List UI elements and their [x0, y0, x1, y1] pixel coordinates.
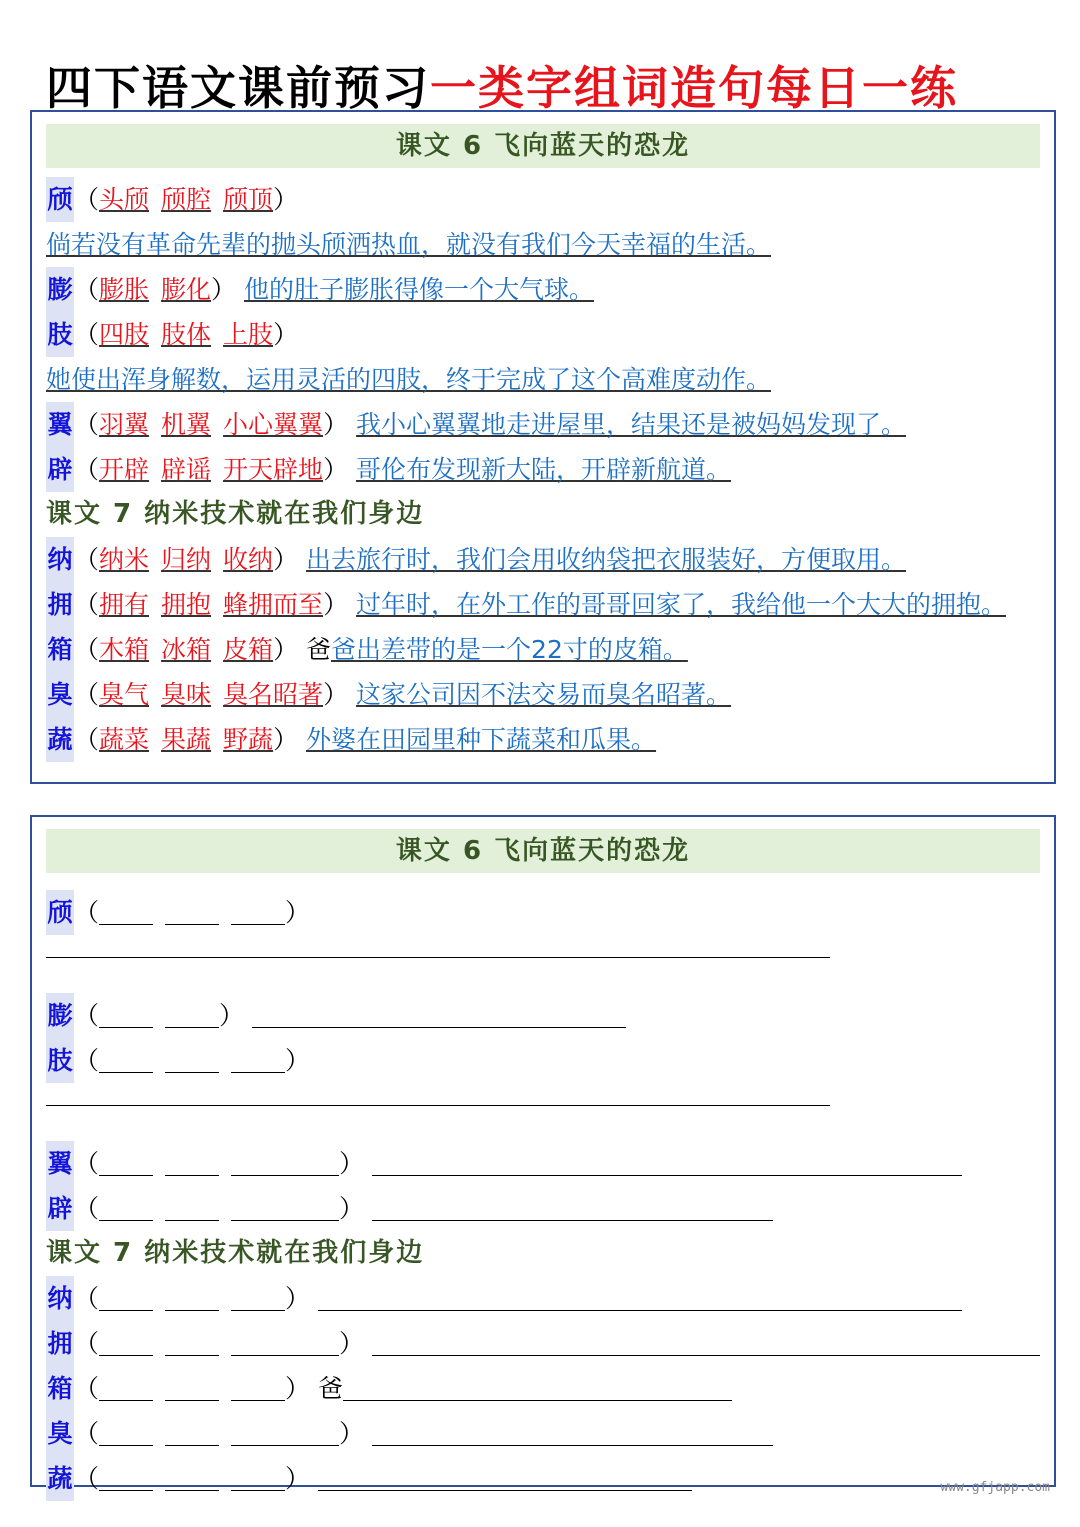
title-part2: 一类字组词造句每日一练	[430, 61, 958, 115]
sentence-blank[interactable]	[372, 1411, 773, 1446]
word-blank[interactable]	[165, 1366, 219, 1401]
word-row	[46, 1321, 1040, 1366]
word-row	[46, 1038, 310, 1083]
watermark: www.gfjapp.com	[940, 1480, 1050, 1495]
open-paren: （	[74, 320, 100, 349]
sentence-blank[interactable]	[372, 1141, 962, 1176]
open-paren: （	[74, 1001, 100, 1030]
spacer	[348, 410, 356, 439]
sentence-blank[interactable]	[372, 1186, 773, 1221]
close-paren: ）	[339, 1419, 365, 1448]
word: 颀腔	[161, 185, 212, 214]
word: 臭味	[161, 680, 212, 709]
target-char: 辟	[46, 447, 74, 492]
spacer	[364, 1419, 372, 1448]
word: 果蔬	[161, 725, 212, 754]
word-blank[interactable]	[231, 890, 285, 925]
title-part1: 四下语文课前预习	[46, 61, 430, 115]
sentence-row	[46, 357, 830, 402]
open-paren: （	[74, 1149, 100, 1178]
word: 颀顶	[223, 185, 274, 214]
sentence: 她使出浑身解数，运用灵活的四肢，终于完成了这个高难度动作。	[46, 365, 772, 394]
word: 野蔬	[223, 725, 274, 754]
sentence-prefix: 爸	[306, 635, 332, 664]
sentence-blank[interactable]	[46, 956, 830, 958]
word: 头颀	[99, 185, 150, 214]
sentence: 过年时，在外工作的哥哥回家了，我给他一个大大的拥抱。	[356, 590, 1007, 619]
word-blank[interactable]	[99, 1366, 153, 1401]
open-paren: （	[74, 635, 100, 664]
word: 四肢	[99, 320, 150, 349]
word-blank[interactable]	[165, 1321, 219, 1356]
word-row	[46, 267, 626, 312]
word: 拥抱	[161, 590, 212, 619]
word: 归纳	[161, 545, 212, 574]
open-paren: （	[74, 1329, 100, 1358]
target-char: 翼	[46, 402, 74, 447]
spacer	[298, 725, 306, 754]
word-blank[interactable]	[99, 993, 153, 1028]
word-row	[46, 312, 298, 357]
word: 皮箱	[223, 635, 274, 664]
word: 肢体	[161, 320, 212, 349]
target-char: 翼	[46, 1141, 74, 1186]
open-paren: （	[74, 410, 100, 439]
spacer	[310, 1284, 318, 1313]
word: 开天辟地	[223, 455, 324, 484]
sentence-blank[interactable]	[46, 1104, 830, 1106]
target-char: 膨	[46, 993, 74, 1038]
open-paren: （	[74, 185, 100, 214]
word-row	[46, 177, 298, 222]
word-row	[46, 1141, 962, 1186]
target-char: 肢	[46, 312, 74, 357]
target-char: 箱	[46, 627, 74, 672]
sentence: 我小心翼翼地走进屋里，结果还是被妈妈发现了。	[356, 410, 907, 439]
open-paren: （	[74, 545, 100, 574]
word-row	[46, 1186, 773, 1231]
target-char: 蔬	[46, 717, 74, 762]
word-row	[46, 1366, 732, 1411]
spacer	[236, 275, 244, 304]
close-paren: ）	[339, 1149, 365, 1178]
sentence-blank[interactable]	[372, 1321, 1040, 1356]
word-blank[interactable]	[165, 1186, 219, 1221]
open-paren: （	[74, 1464, 100, 1493]
close-paren: ）	[339, 1329, 365, 1358]
word-row	[46, 993, 626, 1038]
word-blank[interactable]	[99, 1321, 153, 1356]
page-title	[46, 52, 958, 118]
word-row	[46, 447, 773, 492]
word: 开辟	[99, 455, 150, 484]
word-blank[interactable]	[99, 1141, 153, 1176]
word: 蔬菜	[99, 725, 150, 754]
word: 拥有	[99, 590, 150, 619]
close-paren: ）	[273, 320, 299, 349]
spacer	[364, 1329, 372, 1358]
spacer	[298, 635, 306, 664]
word: 纳米	[99, 545, 150, 574]
sentence-blank[interactable]	[252, 993, 626, 1028]
word: 膨化	[161, 275, 212, 304]
close-paren: ）	[323, 590, 349, 619]
target-char: 颀	[46, 890, 74, 935]
target-char: 膨	[46, 267, 74, 312]
word-blank[interactable]	[165, 1276, 219, 1311]
word-blank[interactable]	[231, 1456, 285, 1491]
word-blank[interactable]	[231, 1411, 339, 1446]
target-char: 拥	[46, 1321, 74, 1366]
word-row	[46, 1276, 962, 1321]
close-paren: ）	[273, 635, 299, 664]
open-paren: （	[74, 680, 100, 709]
word-row	[46, 627, 732, 672]
word-row	[46, 890, 310, 935]
word-blank[interactable]	[231, 1366, 285, 1401]
word-blank[interactable]	[99, 1411, 153, 1446]
sentence-row	[46, 222, 830, 267]
word: 膨胀	[99, 275, 150, 304]
word-blank[interactable]	[231, 1186, 339, 1221]
sentence-prefix: 爸	[317, 1374, 343, 1403]
word: 臭气	[99, 680, 150, 709]
open-paren: （	[74, 275, 100, 304]
word: 小心翼翼	[223, 410, 324, 439]
sentence: 外婆在田园里种下蔬菜和瓜果。	[306, 725, 657, 754]
word: 收纳	[223, 545, 274, 574]
open-paren: （	[74, 898, 100, 927]
word-row	[46, 537, 962, 582]
close-paren: ）	[285, 1284, 311, 1313]
spacer	[348, 590, 356, 619]
word: 冰箱	[161, 635, 212, 664]
close-paren: ）	[273, 545, 299, 574]
spacer	[364, 1194, 372, 1223]
open-paren: （	[74, 1284, 100, 1313]
sentence: 倘若没有革命先辈的抛头颀洒热血，就没有我们今天幸福的生活。	[46, 230, 772, 259]
word: 蜂拥而至	[223, 590, 324, 619]
close-paren: ）	[323, 680, 349, 709]
close-paren: ）	[323, 410, 349, 439]
word-blank[interactable]	[99, 1276, 153, 1311]
word-row	[46, 717, 692, 762]
word: 上肢	[223, 320, 274, 349]
lesson-header: 课文 6 飞向蓝天的恐龙	[46, 124, 1040, 168]
target-char: 箱	[46, 1366, 74, 1411]
word: 羽翼	[99, 410, 150, 439]
close-paren: ）	[285, 1464, 311, 1493]
word-blank[interactable]	[99, 1038, 153, 1073]
close-paren: ）	[211, 275, 237, 304]
word-blank[interactable]	[165, 1038, 219, 1073]
sentence: 他的肚子膨胀得像一个大气球。	[244, 275, 595, 304]
sentence-blank[interactable]	[318, 1276, 962, 1311]
word-blank[interactable]	[99, 890, 153, 925]
word-blank[interactable]	[231, 1321, 339, 1356]
target-char: 拥	[46, 582, 74, 627]
lesson-header: 课文 6 飞向蓝天的恐龙	[46, 829, 1040, 873]
close-paren: ）	[323, 455, 349, 484]
word-row	[46, 672, 773, 717]
target-char: 颀	[46, 177, 74, 222]
spacer	[244, 1001, 252, 1030]
target-char: 肢	[46, 1038, 74, 1083]
open-paren: （	[74, 1194, 100, 1223]
word-blank[interactable]	[231, 1276, 285, 1311]
sentence: 爸出差带的是一个22寸的皮箱。	[331, 635, 688, 664]
word-blank[interactable]	[231, 1038, 285, 1073]
word-blank[interactable]	[165, 1411, 219, 1446]
target-char: 辟	[46, 1186, 74, 1231]
word-row	[46, 1456, 692, 1501]
sentence-blank[interactable]	[343, 1366, 732, 1401]
answer-section	[30, 110, 1056, 784]
word-row	[46, 402, 962, 447]
word-blank[interactable]	[231, 1141, 339, 1176]
sentence: 哥伦布发现新大陆，开辟新航道。	[356, 455, 732, 484]
word: 木箱	[99, 635, 150, 664]
sentence: 出去旅行时，我们会用收纳袋把衣服装好，方便取用。	[306, 545, 907, 574]
word-blank[interactable]	[99, 1186, 153, 1221]
close-paren: ）	[273, 185, 299, 214]
word: 机翼	[161, 410, 212, 439]
close-paren: ）	[285, 898, 311, 927]
lesson-header: 课文 7 纳米技术就在我们身边	[46, 499, 425, 529]
close-paren: ）	[285, 1374, 311, 1403]
sentence-blank[interactable]	[318, 1456, 692, 1491]
word: 辟谣	[161, 455, 212, 484]
target-char: 纳	[46, 1276, 74, 1321]
word-blank[interactable]	[165, 993, 219, 1028]
close-paren: ）	[285, 1046, 311, 1075]
spacer	[310, 1374, 318, 1403]
close-paren: ）	[273, 725, 299, 754]
open-paren: （	[74, 1046, 100, 1075]
word-blank[interactable]	[165, 1141, 219, 1176]
close-paren: ）	[219, 1001, 245, 1030]
open-paren: （	[74, 455, 100, 484]
word-row	[46, 582, 1040, 627]
target-char: 纳	[46, 537, 74, 582]
spacer	[298, 545, 306, 574]
word-blank[interactable]	[165, 1456, 219, 1491]
open-paren: （	[74, 1374, 100, 1403]
open-paren: （	[74, 1419, 100, 1448]
spacer	[348, 680, 356, 709]
word: 臭名昭著	[223, 680, 324, 709]
spacer	[348, 455, 356, 484]
word-blank[interactable]	[99, 1456, 153, 1491]
word-row	[46, 1411, 773, 1456]
open-paren: （	[74, 590, 100, 619]
target-char: 臭	[46, 672, 74, 717]
spacer	[364, 1149, 372, 1178]
target-char: 臭	[46, 1411, 74, 1456]
spacer	[310, 1464, 318, 1493]
close-paren: ）	[339, 1194, 365, 1223]
sentence: 这家公司因不法交易而臭名昭著。	[356, 680, 732, 709]
open-paren: （	[74, 725, 100, 754]
word-blank[interactable]	[165, 890, 219, 925]
target-char: 蔬	[46, 1456, 74, 1501]
lesson-header: 课文 7 纳米技术就在我们身边	[46, 1238, 425, 1268]
